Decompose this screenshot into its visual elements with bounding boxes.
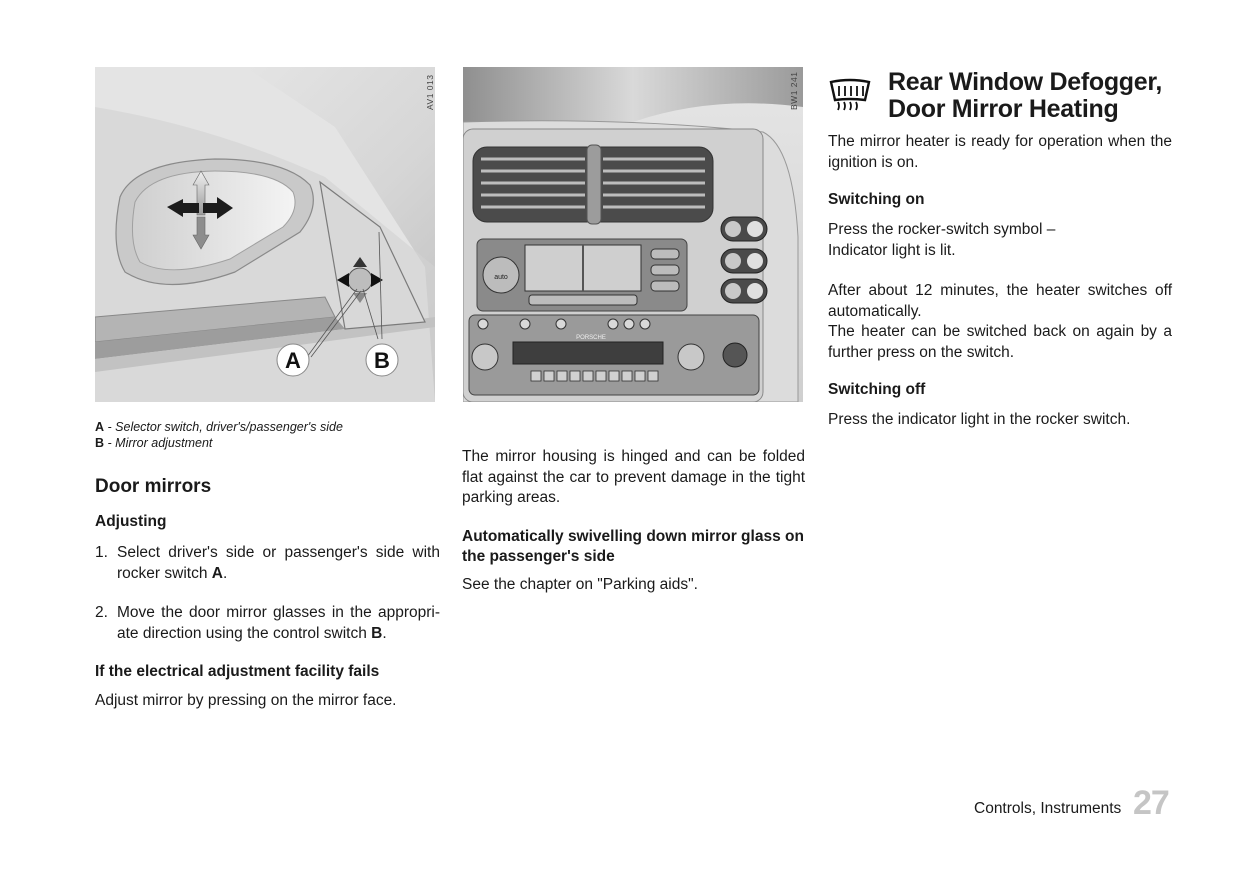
auto-off-text bbox=[828, 281, 1172, 363]
door-mirror-illustration bbox=[95, 67, 435, 402]
figure-left-code: AV1 013 bbox=[425, 74, 435, 110]
figure-right-code: BW1 241 bbox=[789, 71, 799, 110]
step-2 bbox=[95, 603, 440, 644]
step-2-text: Move the door mirror glasses in the appropri-ate direction using the control switch bbox=[117, 604, 440, 642]
defogger-title-line1: Rear Window Defogger, bbox=[888, 68, 1163, 96]
defogger-intro: The mirror heater is ready for operation when the ignition is on. bbox=[828, 133, 1172, 171]
fail-heading: If the electrical adjustment facility fails bbox=[95, 663, 380, 680]
caption-text-a: - Selector switch, driver's/passenger's side bbox=[107, 420, 343, 434]
switching-on-heading: Switching on bbox=[828, 191, 925, 208]
caption-line-a bbox=[95, 419, 435, 435]
defogger-title bbox=[888, 69, 1162, 123]
step-1 bbox=[95, 543, 440, 584]
figure-caption bbox=[95, 419, 435, 451]
caption-line-b bbox=[95, 435, 435, 451]
brand-label: PORSCHE bbox=[576, 335, 606, 341]
switching-on-text bbox=[828, 220, 1172, 261]
page-number: 27 bbox=[1133, 784, 1169, 822]
fail-text: Adjust mirror by pressing on the mirror face. bbox=[95, 692, 397, 709]
swivel-heading: Automatically swivelling down mirror glass on the passenger's side bbox=[462, 528, 804, 565]
swivel-text: See the chapter on "Parking aids". bbox=[462, 576, 698, 593]
auto-off-line1: After about 12 minutes, the heater switches off automatically. bbox=[828, 282, 1172, 320]
adjusting-heading: Adjusting bbox=[95, 513, 167, 530]
auto-off-line2: The heater can be switched back on again by a further press on the switch. bbox=[828, 323, 1172, 361]
figure-dashboard bbox=[463, 67, 803, 402]
switching-off-text: Press the indicator light in the rocker switch. bbox=[828, 411, 1131, 428]
housing-text: The mirror housing is hinged and can be folded flat against the car to prevent damage in the tight parking areas. bbox=[462, 448, 805, 506]
dashboard-illustration bbox=[463, 67, 803, 402]
step-2-bold: B bbox=[371, 624, 383, 642]
switching-off-heading: Switching off bbox=[828, 381, 926, 398]
caption-key-b: B bbox=[95, 436, 105, 450]
switching-on-line2: Indicator light is lit. bbox=[828, 241, 956, 259]
caption-key-a: A bbox=[95, 420, 105, 434]
footer-section: Controls, Instruments bbox=[974, 800, 1122, 817]
step-2-number: 2. bbox=[95, 604, 108, 621]
step-1-bold: A bbox=[211, 564, 223, 582]
switching-on-line1: Press the rocker-switch symbol – bbox=[828, 221, 1056, 238]
step-2-end: . bbox=[382, 624, 387, 642]
step-1-text: Select driver's side or passenger's side with rocker switch bbox=[117, 544, 440, 582]
rocker-switches bbox=[721, 217, 767, 303]
figure-door-mirror bbox=[95, 67, 435, 402]
label-a: A bbox=[285, 348, 301, 373]
defogger-title-line2: Door Mirror Heating bbox=[888, 95, 1119, 123]
door-mirrors-heading: Door mirrors bbox=[95, 476, 212, 497]
step-1-end: . bbox=[222, 564, 228, 582]
defogger-icon bbox=[828, 78, 872, 114]
step-1-number: 1. bbox=[95, 544, 108, 561]
auto-label: auto bbox=[494, 274, 508, 281]
caption-text-b: - Mirror adjustment bbox=[107, 436, 213, 450]
label-b: B bbox=[374, 348, 390, 373]
